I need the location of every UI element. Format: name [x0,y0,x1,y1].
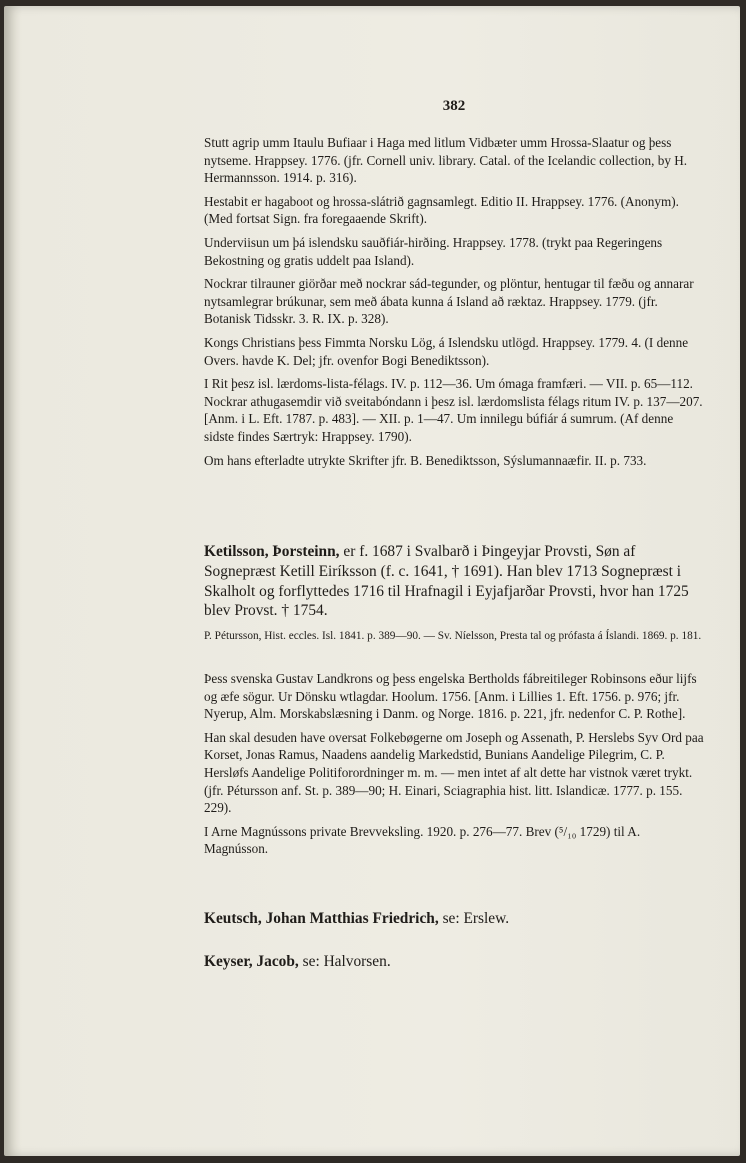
bib-entry: Underviisun um þá islendsku sauðfiár-hirðing. Hrappsey. 1778. (trykt paa Regeringens Bekostning og gratis uddelt paa Island). [204,234,663,268]
bib-entry: Nockrar tilrauner giörðar með nockrar sád-tegunder, og plöntur, hentugar til fæðu og annarar nytsamlegrar brúkunar, sem með ábata kunna á Island að ræktaz. Hrappsey. 1779. (jfr. Botanisk Tidsskr. 3. R. IX. p. 328). [204,276,694,327]
page-number: 382 [442,98,466,114]
entry-keutsch [204,909,704,929]
entry-crossref: se: Halvorsen. [302,953,391,970]
entry-headword: Keutsch, Johan Matthias Friedrich, [204,910,439,927]
entry-references [204,628,704,644]
entry-ketilsson [204,542,704,621]
entry-crossref: se: Erslew. [442,910,510,927]
entry-headword: Keyser, Jacob, [204,953,299,970]
entry-body: er f. 1687 i Svalbarð i Þingeyjar Provsti, Søn af Sognepræst Ketill Eiríksson (f. c. 1641, † 1691). Han blev 1713 Sognepræst i Skalholt og forflyttedes 1716 til Hrafnagil i Eyjafjarðar Provsti, hvor han 1725 blev Provst. † 1754. [204,543,689,620]
bib-entry: Stutt agrip umm Itaulu Bufiaar i Haga med litlum Vidbæter umm Hrossa-Slaatur og þess nytseme. Hrappsey. 1776. (jfr. Cornell univ. library. Catal. of the Icelandic collection, by H. Hermannsson. 1914. p. 316). [204,135,688,186]
work-entry: I Arne Magnússons private Brevveksling. 1920. p. 276—77. Brev (⁵/₁₀ 1729) til A. Magnússon. [204,823,641,857]
entry-headword: Ketilsson, Þorsteinn, [204,543,340,560]
reference-text: P. Pétursson, Hist. eccles. Isl. 1841. p. 389—90. — Sv. Níelsson, Presta tal og prófasta á Íslandi. 1869. p. 181. [204,630,702,642]
bib-entry: Hestabit er hagaboot og hrossa-slátrið gagnsamlegt. Editio II. Hrappsey. 1776. (Anonym). (Med fortsat Sign. fra foregaaende Skrift). [204,193,679,227]
work-entry: Han skal desuden have oversat Folkebøgerne om Joseph og Assenath, P. Herslebs Syv Ord paa Korset, Jonas Ramus, Naadens aandelig Markedstid, Bunians Aandelige Pilegrim, C. P. Hersløfs Aandelige Politiforordninger m. m. — men intet af alt dette har vistnok været trykt. (jfr. Pétursson anf. St. p. 389—90; H. Einari, Sciagraphia hist. litt. Islandicæ. 1777. p. 155. 229). [204,729,704,816]
work-entry: Þess svenska Gustav Landkrons og þess engelska Bertholds fábreitileger Robinsons eður lijfs og æfe sögur. Ur Dönsku wtlagdar. Hoolum. 1756. [Anm. i Lillies 1. Eft. 1756. p. 976; jfr. Nyerup, Alm. Morskabslæsning i Danm. og Norge. 1816. p. 221, jfr. nedenfor C. P. Rothe]. [204,671,697,722]
entry-main [204,542,704,621]
paper-sheet [4,6,740,1156]
entry-works [204,670,704,864]
bibliography-section [204,134,704,475]
entry-keyser [204,952,704,972]
bib-entry: Om hans efterladte utrykte Skrifter jfr. B. Benediktsson, Sýslumannaæfir. II. p. 733. [204,452,647,468]
bib-entry: I Rit þesz isl. lærdoms-lista-félags. IV. p. 112—36. Um ómaga framfæri. — VII. p. 65—112. Nockrar athugasemdir við sveitabóndann i þesz isl. lærdomslista félags ritum IV. p. 137—207. [Anm. i L. Eft. 1787. p. 483]. — XII. p. 1—47. Um innilegu búfiár á sumrum. (Af denne sidste findes Særtryk: Hrappsey. 1790). [204,376,703,444]
bib-entry: Kongs Christians þess Fimmta Norsku Lög, á Islendsku utlögd. Hrappsey. 1779. 4. (I denne Overs. havde K. Del; jfr. ovenfor Bogi Benediktsson). [204,334,689,368]
